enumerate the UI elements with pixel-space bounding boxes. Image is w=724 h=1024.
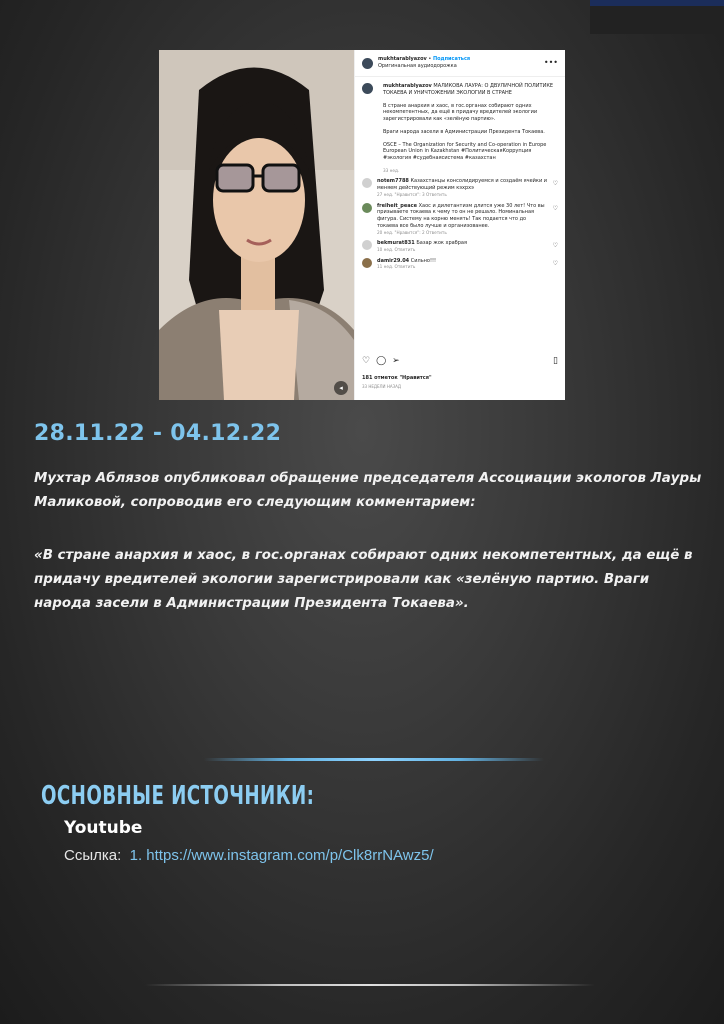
caption-paragraph: OSCE – The Organization for Security and Co-operation in Europe European Union in Kazakhstan #ПолитическаяКоррупция #экология #судебнаясистема #казахстан xyxy=(383,141,547,161)
source-link-row xyxy=(64,847,434,864)
date-range: 28.11.22 - 04.12.22 xyxy=(34,421,282,446)
intro-paragraph: Мухтар Аблязов опубликовал обращение председателя Ассоциации экологов Лауры Маликовой, сопроводив его следующим комментарием: xyxy=(34,471,702,510)
instagram-post-screenshot xyxy=(159,50,565,400)
more-options-icon[interactable]: ••• xyxy=(543,57,558,67)
like-comment-icon[interactable]: ♡ xyxy=(552,242,558,250)
comment-avatar[interactable] xyxy=(362,240,372,250)
comment-avatar[interactable] xyxy=(362,178,372,188)
like-comment-icon[interactable]: ♡ xyxy=(552,259,558,267)
comment-item xyxy=(355,240,565,252)
comment-username[interactable]: bekmurat831 xyxy=(377,240,415,247)
avatar[interactable] xyxy=(362,58,373,69)
caption-avatar[interactable] xyxy=(362,83,373,94)
caption-paragraph: В стране анархия и хаос, в гос.органах собирают одних некомпетентных, да ещё в придачу вредителей экологии зарегистрировали как «зелёную партию». xyxy=(383,102,538,122)
comment-username[interactable]: notem7788 xyxy=(377,178,409,185)
comment-text: Казахстанцы консолидируемся и создаём ячейки и меняем действующий режим кэхрхэ xyxy=(377,178,548,192)
link-label: Ссылка: xyxy=(64,847,122,864)
woman-portrait-image xyxy=(159,50,354,400)
comment-meta[interactable]: 27 нед. "Нравится": 3 Ответить xyxy=(377,191,447,197)
caption-time: 33 нед. xyxy=(383,167,400,173)
share-icon[interactable]: ➢ xyxy=(392,356,400,366)
audio-subtitle[interactable]: Оригинальная аудиодорожка xyxy=(378,63,457,69)
caption-title: МАЛИКОВА ЛАУРА: О ДВУЛИЧНОЙ ПОЛИТИКЕ ТОКАЕВА И УНИЧТОЖЕНИИ ЭКОЛОГИИ В СТРАНЕ xyxy=(383,83,554,96)
comment-text: Базар жок храбрая xyxy=(416,240,468,247)
bookmark-icon[interactable]: ▯ xyxy=(553,356,558,366)
corner-dark-block xyxy=(590,6,724,34)
video-frame xyxy=(159,50,354,400)
comment-avatar[interactable] xyxy=(362,203,372,213)
comment-username[interactable]: freiheit_peace xyxy=(377,202,417,209)
comment-item xyxy=(355,203,565,236)
mute-icon[interactable]: ◂ xyxy=(334,381,348,395)
comment-meta[interactable]: 10 нед. Ответить xyxy=(377,247,416,253)
posted-time: 33 НЕДЕЛИ НАЗАД xyxy=(362,384,401,389)
like-comment-icon[interactable]: ♡ xyxy=(552,180,558,188)
comment-meta[interactable]: 11 нед. Ответить xyxy=(377,264,416,270)
post-caption xyxy=(355,77,565,173)
follow-button[interactable]: Подписаться xyxy=(432,56,471,63)
post-header: mukhtarablyazov • Подписаться Оригинальная аудиодорожка ••• xyxy=(355,50,565,77)
sources-heading: ОСНОВНЫЕ ИСТОЧНИКИ: xyxy=(41,781,315,811)
section-divider xyxy=(204,758,544,761)
comment-text: Хаос и дилетантизм длится уже 30 лет! Что вы призываете токаева к чему то он не решало. Номинальная фигура. Систему на корню менять! Так подается что до токаева все было лучше и организованее. xyxy=(377,202,545,229)
caption-username[interactable]: mukhtarablyazov xyxy=(383,83,432,89)
likes-count[interactable]: 181 отметок "Нравится" xyxy=(362,375,432,381)
post-username[interactable]: mukhtarablyazov xyxy=(378,56,427,63)
comment-meta[interactable]: 20 нед. "Нравится": 2 Ответить xyxy=(377,229,447,235)
like-comment-icon[interactable]: ♡ xyxy=(552,204,558,212)
caption-paragraph: Враги народа засели в Администрации Президента Токаева. xyxy=(383,128,545,135)
comment-item xyxy=(355,178,565,197)
comment-item xyxy=(355,258,565,270)
source-link[interactable]: 1. https://www.instagram.com/p/Clk8rrNAwz5/ xyxy=(129,847,434,864)
post-side-panel xyxy=(354,50,565,400)
quote-paragraph: «В стране анархия и хаос, в гос.органах собирают одних некомпетентных, да ещё в придачу вредителей экологии зарегистрировали как «зелёную партию. Враги народа засели в Администрации Президента Токаева». xyxy=(34,548,693,611)
comment-username[interactable]: damir29.04 xyxy=(377,257,410,264)
post-actions xyxy=(362,355,558,367)
heart-icon[interactable]: ♡ xyxy=(362,356,371,366)
comment-icon[interactable]: ◯ xyxy=(376,356,387,366)
comment-text: Сильно!!! xyxy=(410,257,436,264)
comment-avatar[interactable] xyxy=(362,258,372,268)
footer-divider xyxy=(145,984,595,986)
source-name: Youtube xyxy=(64,818,143,838)
